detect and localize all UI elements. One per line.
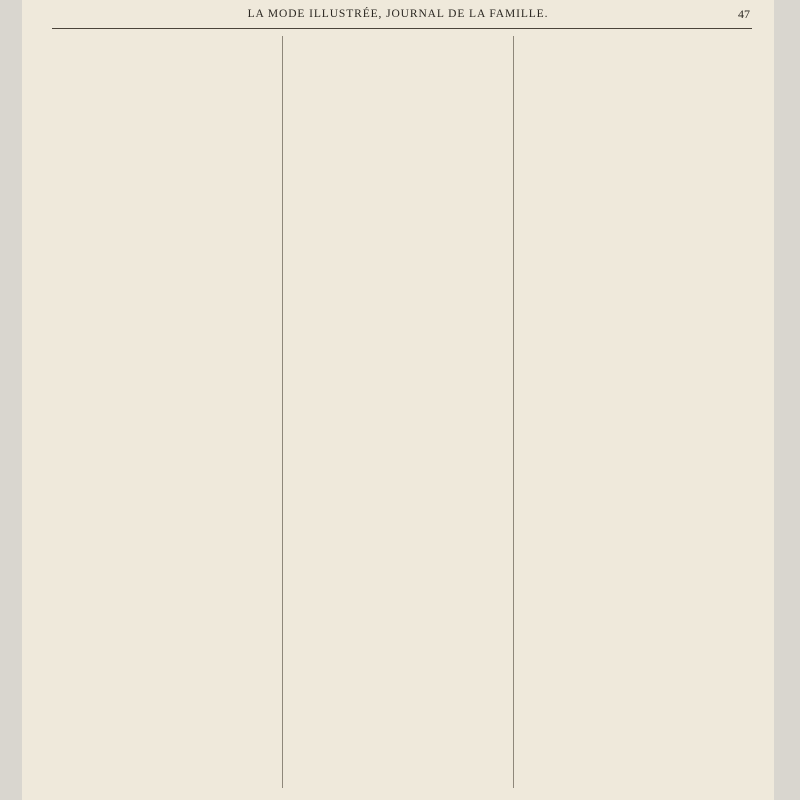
running-head: LA MODE ILLUSTRÉE, JOURNAL DE LA FAMILLE. <box>247 8 549 20</box>
text-column-2 <box>289 36 507 794</box>
header-rule <box>52 28 752 29</box>
page-number: 47 <box>738 7 750 21</box>
column-divider <box>282 36 283 788</box>
page-header <box>22 0 774 28</box>
text-column-3 <box>520 36 738 794</box>
journal-page <box>22 0 774 800</box>
column-divider <box>513 36 514 788</box>
text-column-1 <box>58 36 276 794</box>
